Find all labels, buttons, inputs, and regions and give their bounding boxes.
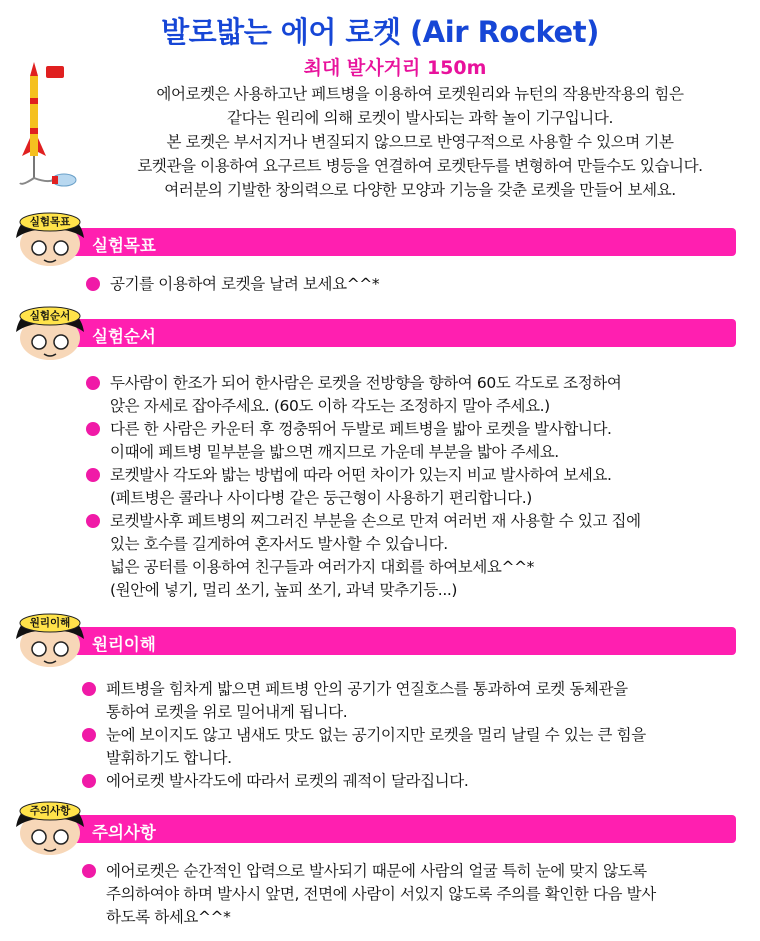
list-item-text: 다른 한 사람은 카운터 후 껑충뛰어 두발로 페트병을 밟아 로켓을 발사합니다. [110, 420, 612, 438]
list-item-text: 하도록 하세요^^* [106, 908, 231, 926]
section-heading: 원리이해 [92, 635, 156, 654]
list-item [86, 372, 641, 418]
list-item [82, 724, 646, 770]
list-item [86, 273, 379, 296]
air-rocket-illustration [12, 58, 82, 193]
list-item-text: 페트병을 힘차게 밟으면 페트병 안의 공기가 연질호스를 통과하여 로켓 동체관을 [106, 680, 628, 698]
section-header-goal [70, 228, 736, 256]
section-badge-goal [10, 208, 90, 266]
badge-label: 주의사항 [29, 805, 71, 817]
list-item-text: 에어로켓은 순간적인 압력으로 발사되기 때문에 사람의 얼굴 특히 눈에 맞지 않도록 [106, 862, 647, 880]
list-item-text: 두사람이 한조가 되어 한사람은 로켓을 전방향을 향하여 60도 각도로 조정하여 [110, 374, 622, 392]
page-subtitle: 최대 발사거리 150m [303, 57, 487, 79]
section-badge-procedure [10, 302, 90, 360]
bullet-icon [86, 514, 100, 528]
list-item [82, 860, 656, 929]
principle-list [82, 678, 646, 793]
list-item-text: 눈에 보이지도 않고 냄새도 맛도 없는 공기이지만 로켓을 멀리 날릴 수 있는 큰 힘을 [106, 726, 646, 744]
bullet-icon [82, 728, 96, 742]
intro-line: 여러분의 기발한 창의력으로 다양한 모양과 기능을 갖춘 로켓을 만들어 보세요. [164, 181, 676, 199]
list-item [86, 510, 641, 602]
bullet-icon [86, 277, 100, 291]
intro-text [90, 82, 750, 202]
badge-label: 실험순서 [29, 310, 71, 322]
list-item-text: 있는 호수를 길게하여 혼자서도 발사할 수 있습니다. [110, 535, 448, 553]
bullet-icon [86, 376, 100, 390]
list-item-text: 공기를 이용하여 로켓을 날려 보세요^^* [110, 275, 380, 293]
list-item [86, 418, 641, 464]
procedure-list [86, 372, 641, 602]
list-item-text: (원안에 넣기, 멀리 쏘기, 높피 쏘기, 과녁 맞추기등...) [110, 581, 458, 599]
section-badge-principle [10, 609, 90, 667]
intro-line: 본 로켓은 부서지거나 변질되지 않으므로 반영구적으로 사용할 수 있으며 기본 [166, 133, 674, 151]
list-item-text: 에어로켓 발사각도에 따라서 로켓의 궤적이 달라집니다. [106, 772, 469, 790]
intro-line: 로켓관을 이용하여 요구르트 병등을 연결하여 로켓탄두를 변형하여 만들수도 있습니다. [137, 157, 703, 175]
list-item-text: 로켓발사후 페트병의 찌그러진 부분을 손으로 만져 여러번 재 사용할 수 있고 집에 [110, 512, 641, 530]
intro-line: 같다는 원리에 의해 로켓이 발사되는 과학 놀이 기구입니다. [227, 109, 613, 127]
section-heading: 실험목표 [92, 236, 156, 255]
section-heading: 실험순서 [92, 327, 156, 346]
bullet-icon [86, 422, 100, 436]
bullet-icon [82, 864, 96, 878]
list-item [82, 770, 646, 793]
bullet-icon [82, 774, 96, 788]
list-item-text: 통하여 로켓을 위로 밀어내게 됩니다. [106, 703, 348, 721]
caution-list [82, 860, 656, 929]
list-item-text: 넓은 공터를 이용하여 친구들과 여러가지 대회를 하여보세요^^* [110, 558, 535, 576]
bullet-icon [82, 682, 96, 696]
section-badge-caution [10, 797, 90, 855]
section-header-caution [70, 815, 736, 843]
intro-line: 에어로켓은 사용하고난 페트병을 이용하여 로켓원리와 뉴턴의 작용반작용의 힘은 [156, 85, 684, 103]
bullet-icon [86, 468, 100, 482]
list-item-text: (페트병은 콜라나 사이다병 같은 둥근형이 사용하기 편리합니다.) [110, 489, 532, 507]
section-heading: 주의사항 [92, 823, 156, 842]
page-title: 발로밟는 에어 로켓 (Air Rocket) [161, 15, 599, 49]
list-item-text: 주의하여야 하며 발사시 앞면, 전면에 사람이 서있지 않도록 주의를 확인한 다음 발사 [106, 885, 656, 903]
list-item [86, 464, 641, 510]
list-item-text: 앉은 자세로 잡아주세요. (60도 이하 각도는 조정하지 말아 주세요.) [110, 397, 550, 415]
section-header-principle [70, 627, 736, 655]
badge-label: 원리이해 [29, 617, 71, 629]
list-item-text: 발휘하기도 합니다. [106, 749, 232, 767]
goal-list [86, 273, 379, 296]
badge-label: 실험목표 [29, 216, 71, 228]
list-item [82, 678, 646, 724]
section-header-procedure [70, 319, 736, 347]
list-item-text: 이때에 페트병 밑부분을 밟으면 깨지므로 가운데 부분을 밟아 주세요. [110, 443, 559, 461]
list-item-text: 로켓발사 각도와 밟는 방법에 따라 어떤 차이가 있는지 비교 발사하여 보세요. [110, 466, 612, 484]
